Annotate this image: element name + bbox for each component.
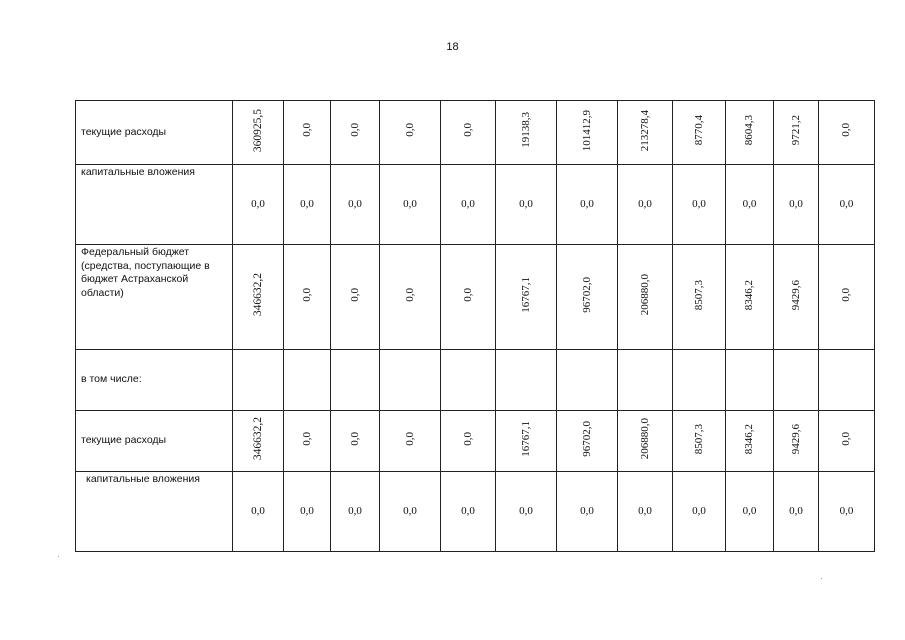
value-cell (284, 350, 331, 411)
value-cell (284, 165, 331, 245)
value-cell (441, 245, 496, 350)
value-cell (233, 350, 284, 411)
value-cell (819, 472, 875, 552)
value-cell (557, 101, 618, 165)
cell-value: 0,0 (840, 431, 853, 446)
value-cell (233, 411, 284, 472)
cell-value: 0,0 (403, 505, 417, 518)
value-cell (673, 411, 726, 472)
value-cell (441, 472, 496, 552)
cell-value: 0,0 (403, 287, 416, 302)
value-cell (673, 165, 726, 245)
value-cell (496, 245, 557, 350)
table-row (76, 350, 875, 411)
value-cell (380, 245, 441, 350)
cell-value: 0,0 (461, 198, 475, 211)
value-cell (774, 411, 819, 472)
value-cell (726, 472, 774, 552)
scan-speck: · (820, 574, 823, 583)
row-label: Федеральный бюджет (средства, поступающие в бюджет Астраханской области) (76, 245, 233, 350)
cell-value: 8770,4 (692, 115, 705, 146)
scan-speck: · (57, 552, 60, 561)
cell-value: 0,0 (403, 123, 416, 138)
cell-value: 0,0 (692, 198, 706, 211)
value-cell (673, 472, 726, 552)
cell-value: 9429,6 (789, 279, 802, 310)
table-body (76, 101, 875, 552)
cell-value: 0,0 (403, 431, 416, 446)
cell-value: 9721,2 (789, 115, 802, 146)
cell-value: 0,0 (789, 505, 803, 518)
cell-value: 0,0 (692, 505, 706, 518)
value-cell (233, 472, 284, 552)
value-cell (441, 165, 496, 245)
value-cell (819, 411, 875, 472)
cell-value: 0,0 (638, 198, 652, 211)
value-cell (726, 411, 774, 472)
value-cell (557, 165, 618, 245)
value-cell (557, 245, 618, 350)
value-cell (819, 245, 875, 350)
cell-value: 8507,3 (692, 279, 705, 310)
cell-value: 96702,0 (580, 276, 593, 313)
value-cell (726, 101, 774, 165)
cell-value: 0,0 (300, 431, 313, 446)
value-cell (496, 165, 557, 245)
cell-value: 0,0 (580, 505, 594, 518)
value-cell (557, 350, 618, 411)
cell-value: 0,0 (638, 505, 652, 518)
cell-value: 101412,9 (580, 109, 593, 151)
cell-value: 0,0 (300, 123, 313, 138)
cell-value: 16767,1 (519, 420, 532, 457)
value-cell (618, 472, 673, 552)
value-cell (380, 472, 441, 552)
cell-value: 0,0 (348, 287, 361, 302)
cell-value: 0,0 (300, 198, 314, 211)
value-cell (331, 411, 380, 472)
value-cell (673, 350, 726, 411)
value-cell (496, 472, 557, 552)
budget-table (75, 100, 875, 552)
cell-value: 0,0 (251, 198, 265, 211)
cell-value: 0,0 (300, 287, 313, 302)
cell-value: 19138,3 (519, 112, 532, 149)
cell-value: 8604,3 (743, 115, 756, 146)
table-row (76, 245, 875, 350)
value-cell (726, 165, 774, 245)
cell-value: 0,0 (461, 431, 474, 446)
page-number: 18 (446, 41, 459, 53)
cell-value: 0,0 (348, 198, 362, 211)
cell-value: 0,0 (519, 198, 533, 211)
cell-value: 346632,2 (251, 417, 264, 461)
value-cell (441, 411, 496, 472)
value-cell (726, 350, 774, 411)
value-cell (284, 472, 331, 552)
cell-value: 0,0 (742, 198, 757, 211)
row-label: в том числе: (76, 350, 233, 411)
value-cell (673, 101, 726, 165)
value-cell (441, 350, 496, 411)
cell-value: 8346,2 (743, 423, 756, 454)
value-cell (557, 411, 618, 472)
value-cell (233, 245, 284, 350)
cell-value: 360925,5 (251, 108, 264, 152)
cell-value: 0,0 (580, 198, 594, 211)
value-cell (774, 472, 819, 552)
cell-value: 206880,0 (638, 418, 651, 460)
value-cell (618, 101, 673, 165)
row-label: капитальные вложения (76, 165, 233, 245)
value-cell (380, 165, 441, 245)
cell-value: 0,0 (461, 287, 474, 302)
value-cell (496, 411, 557, 472)
row-label: текущие расходы (76, 101, 233, 165)
value-cell (618, 165, 673, 245)
cell-value: 0,0 (840, 123, 853, 138)
value-cell (284, 411, 331, 472)
table-row (76, 472, 875, 552)
cell-value: 96702,0 (580, 420, 593, 457)
cell-value: 9429,6 (789, 423, 802, 454)
cell-value: 206880,0 (638, 274, 651, 316)
table-row (76, 411, 875, 472)
value-cell (557, 472, 618, 552)
cell-value: 0,0 (519, 505, 533, 518)
value-cell (380, 411, 441, 472)
value-cell (673, 245, 726, 350)
cell-value: 0,0 (300, 505, 314, 518)
cell-value: 0,0 (461, 505, 475, 518)
value-cell (618, 411, 673, 472)
cell-value: 0,0 (789, 198, 803, 211)
value-cell (774, 101, 819, 165)
value-cell (819, 350, 875, 411)
cell-value: 213278,4 (638, 109, 651, 151)
cell-value: 0,0 (348, 431, 361, 446)
cell-value: 346632,2 (251, 273, 264, 317)
cell-value: 0,0 (251, 505, 265, 518)
value-cell (496, 101, 557, 165)
cell-value: 8507,3 (692, 423, 705, 454)
cell-value: 8346,2 (743, 279, 756, 310)
row-label: капитальные вложения (76, 472, 233, 552)
value-cell (774, 165, 819, 245)
value-cell (331, 101, 380, 165)
value-cell (233, 165, 284, 245)
value-cell (618, 245, 673, 350)
value-cell (441, 101, 496, 165)
value-cell (496, 350, 557, 411)
cell-value: 0,0 (840, 287, 853, 302)
cell-value: 16767,1 (519, 276, 532, 313)
table-row (76, 165, 875, 245)
value-cell (819, 165, 875, 245)
value-cell (284, 101, 331, 165)
value-cell (380, 350, 441, 411)
value-cell (331, 245, 380, 350)
table-row (76, 101, 875, 165)
cell-value: 0,0 (839, 198, 854, 211)
value-cell (331, 350, 380, 411)
value-cell (618, 350, 673, 411)
value-cell (331, 472, 380, 552)
cell-value: 0,0 (742, 505, 757, 518)
cell-value: 0,0 (348, 123, 361, 138)
value-cell (819, 101, 875, 165)
cell-value: 0,0 (403, 198, 417, 211)
value-cell (233, 101, 284, 165)
value-cell (774, 245, 819, 350)
value-cell (380, 101, 441, 165)
cell-value: 0,0 (348, 505, 362, 518)
value-cell (726, 245, 774, 350)
value-cell (331, 165, 380, 245)
row-label: текущие расходы (76, 411, 233, 472)
cell-value: 0,0 (839, 505, 854, 518)
value-cell (284, 245, 331, 350)
cell-value: 0,0 (461, 123, 474, 138)
value-cell (774, 350, 819, 411)
